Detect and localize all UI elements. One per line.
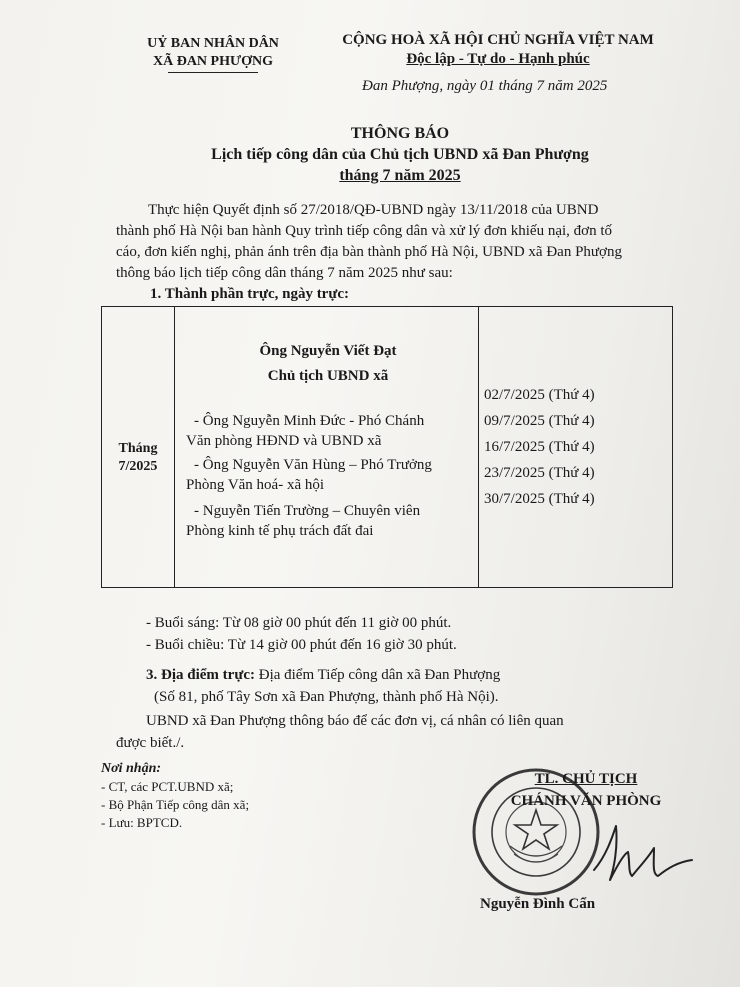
signature-line-2: CHÁNH VĂN PHÒNG <box>510 793 662 809</box>
motto-line: Độc lập - Tự do - Hạnh phúc <box>406 51 590 67</box>
section-3-text-1: Địa điểm Tiếp công dân xã Đan Phượng <box>254 667 501 683</box>
section-3 <box>146 664 662 708</box>
recipient-item: - Bộ Phận Tiếp công dân xã; <box>101 797 250 812</box>
recipient-item: - Lưu: BPTCD. <box>101 815 183 830</box>
duty-date: 16/7/2025 (Thứ 4) <box>484 439 595 455</box>
staff-member-1-line-2: Văn phòng HĐND và UBND xã <box>186 433 382 449</box>
staff-member-2-line-1: - Ông Nguyễn Văn Hùng – Phó Trưởng <box>194 457 432 473</box>
signature-line-1: TL. CHỦ TỊCH <box>534 771 638 787</box>
staff-member <box>186 455 470 495</box>
table-column-divider-2 <box>478 307 479 587</box>
agency-name <box>128 36 298 73</box>
intro-paragraph <box>116 200 666 284</box>
month-line-2: 7/2025 <box>118 459 158 474</box>
intro-line-1: Thực hiện Quyết định số 27/2018/QĐ-UBND ngày 13/11/2018 của UBND <box>148 202 599 218</box>
staff-member-1-line-1: - Ông Nguyễn Minh Đức - Phó Chánh <box>194 413 425 429</box>
agency-line-2: XÃ ĐAN PHƯỢNG <box>152 54 274 69</box>
duty-date: 23/7/2025 (Thứ 4) <box>484 465 595 481</box>
agency-line-1: UỶ BAN NHÂN DÂN <box>147 36 279 51</box>
dates-cell <box>484 382 664 512</box>
staff-member-3-line-1: - Nguyễn Tiến Trường – Chuyên viên <box>194 503 421 519</box>
duty-date: 30/7/2025 (Thứ 4) <box>484 491 595 507</box>
section-3-text-2: (Số 81, phố Tây Sơn xã Đan Phượng, thành phố Hà Nội). <box>154 689 499 705</box>
afternoon-hours: - Buổi chiều: Từ 14 giờ 00 phút đến 16 giờ 30 phút. <box>146 637 457 653</box>
signer-name: Nguyễn Đình Cẩn <box>480 896 596 912</box>
staff-member-3-line-2: Phòng kinh tế phụ trách đất đai <box>186 523 374 539</box>
closing-paragraph <box>116 710 666 754</box>
staff-member <box>186 501 470 541</box>
staff-cell <box>186 343 470 541</box>
title-sub-2: tháng 7 năm 2025 <box>339 167 461 184</box>
country-name: CỘNG HOÀ XÃ HỘI CHỦ NGHĨA VIỆT NAM <box>342 32 654 48</box>
month-line-1: Tháng <box>118 441 158 456</box>
recipient-item: - CT, các PCT.UBND xã; <box>101 779 234 794</box>
duty-schedule-table <box>101 306 673 588</box>
section-1-heading: 1. Thành phần trực, ngày trực: <box>150 286 349 302</box>
duty-hours <box>146 612 457 656</box>
handwritten-signature-icon <box>588 818 698 888</box>
title-sub-1: Lịch tiếp công dân của Chủ tịch UBND xã Đan Phượng <box>211 146 589 163</box>
staff-member <box>186 411 470 451</box>
recipients-title: Nơi nhận: <box>101 761 162 776</box>
duty-date: 02/7/2025 (Thứ 4) <box>484 387 595 403</box>
national-motto <box>330 32 666 68</box>
intro-line-2: thành phố Hà Nội ban hành Quy trình tiếp công dân và xử lý đơn khiếu nại, đơn tố <box>116 223 612 239</box>
intro-line-3: cáo, đơn kiến nghị, phản ánh trên địa bàn thành phố Hà Nội, UBND xã Đan Phượng <box>116 244 622 260</box>
recipients-block <box>101 760 249 832</box>
morning-hours: - Buổi sáng: Từ 08 giờ 00 phút đến 11 giờ 00 phút. <box>146 615 452 631</box>
closing-line-1: UBND xã Đan Phượng thông báo để các đơn vị, cá nhân có liên quan <box>146 713 564 729</box>
title-main: THÔNG BÁO <box>350 125 450 142</box>
signature-title-block <box>486 768 686 812</box>
agency-underline <box>168 72 258 73</box>
leader-title: Chủ tịch UBND xã <box>267 368 389 384</box>
document-title <box>150 125 650 185</box>
staff-member-2-line-2: Phòng Văn hoá- xã hội <box>186 477 325 493</box>
leader-name: Ông Nguyễn Viết Đạt <box>259 343 397 359</box>
intro-line-4: thông báo lịch tiếp công dân tháng 7 năm 2025 như sau: <box>116 265 453 281</box>
closing-line-2: được biết./. <box>116 735 185 751</box>
table-column-divider-1 <box>174 307 175 587</box>
month-cell <box>102 441 174 475</box>
duty-date: 09/7/2025 (Thứ 4) <box>484 413 595 429</box>
date-line: Đan Phượng, ngày 01 tháng 7 năm 2025 <box>362 78 608 94</box>
section-3-label: 3. Địa điểm trực: <box>146 667 255 683</box>
